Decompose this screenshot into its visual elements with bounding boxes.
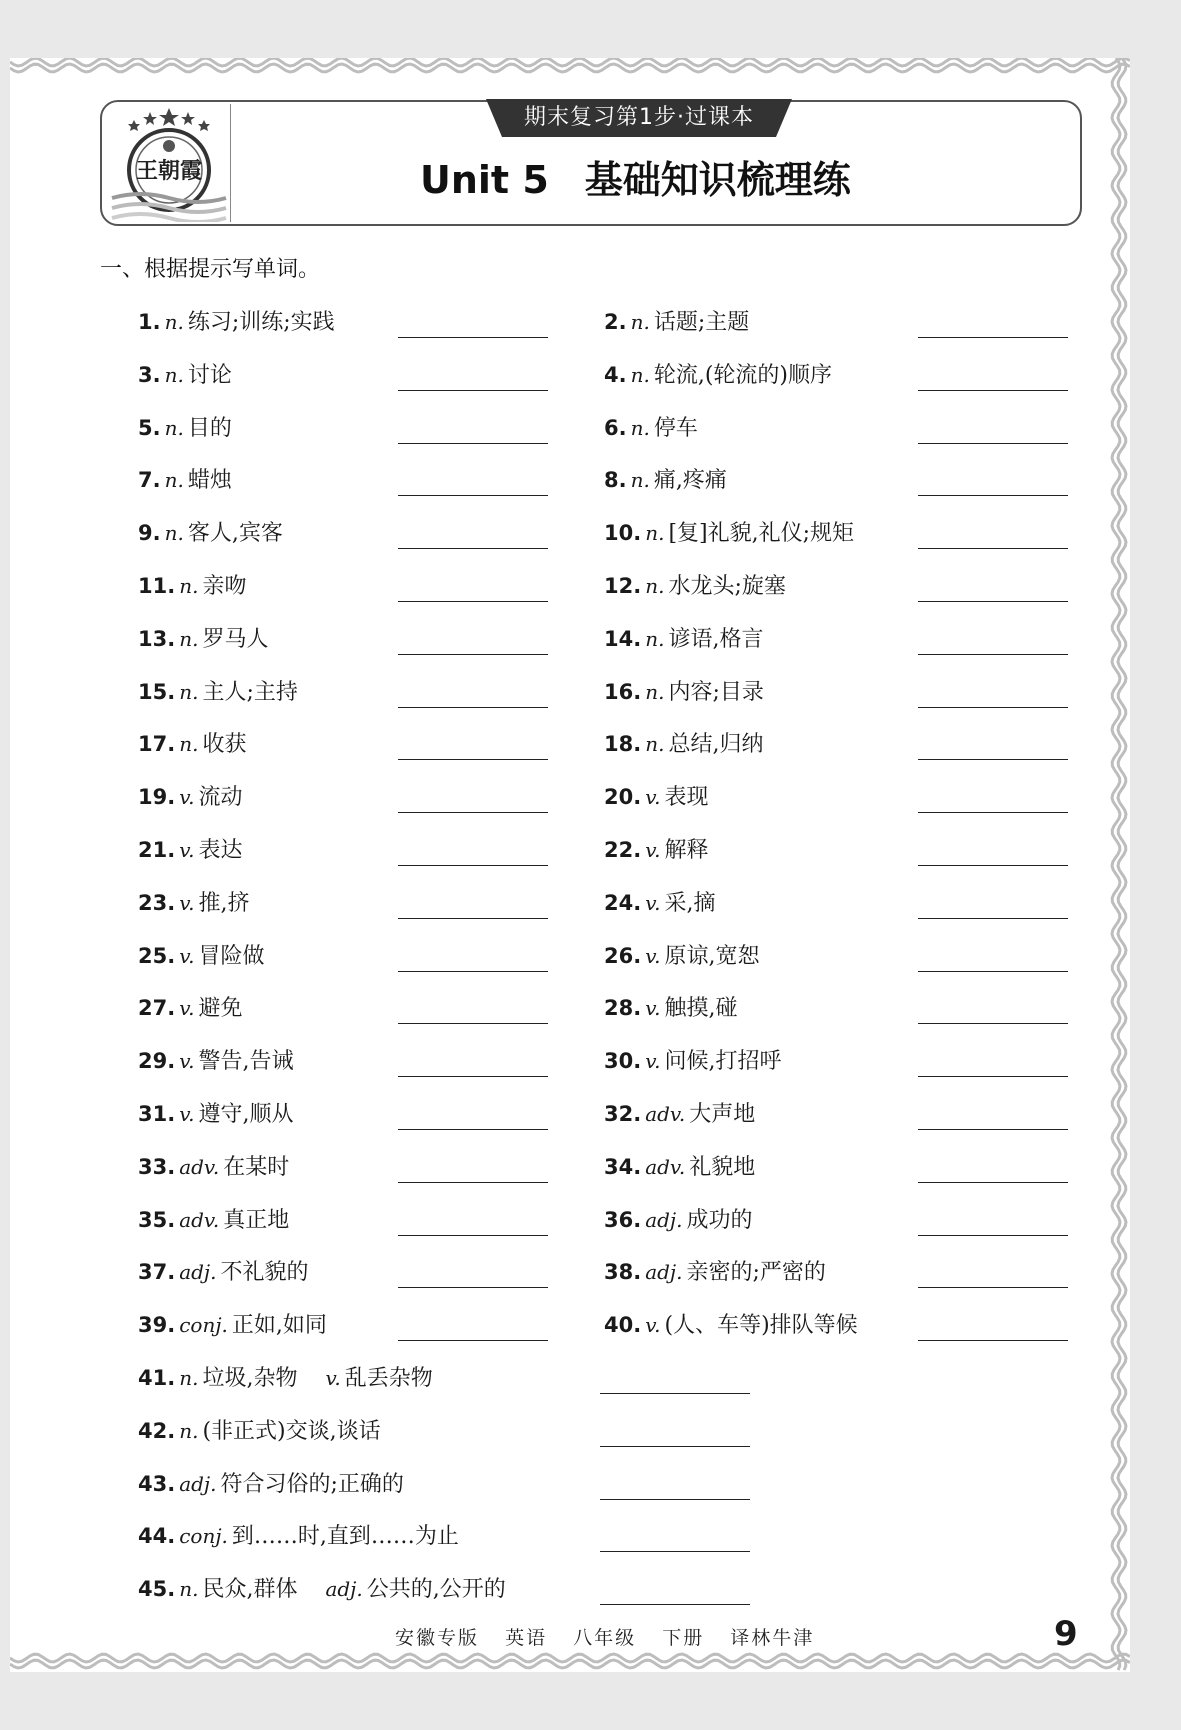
- item-meaning: 表现: [664, 785, 709, 810]
- vocab-item: [138, 305, 335, 339]
- item-number: 1.: [138, 310, 161, 334]
- part-of-speech: conj.: [179, 1524, 228, 1548]
- part-of-speech: v.: [645, 944, 661, 968]
- answer-blank[interactable]: [918, 1076, 1068, 1077]
- vocab-item: [138, 1519, 459, 1553]
- vocab-item: [138, 780, 243, 814]
- part-of-speech: v.: [645, 1313, 661, 1337]
- vocab-item: [604, 1255, 826, 1289]
- part-of-speech: n.: [179, 732, 199, 756]
- part-of-speech: n.: [179, 1577, 199, 1601]
- item-number: 13.: [138, 627, 176, 651]
- vocab-item: [604, 991, 738, 1025]
- item-meaning: 成功的: [686, 1208, 753, 1233]
- answer-blank[interactable]: [398, 443, 548, 444]
- vocab-item: [138, 833, 243, 867]
- part-of-speech: n.: [164, 521, 184, 545]
- part-of-speech: adv.: [179, 1208, 220, 1232]
- item-meaning: 轮流,(轮流的)顺序: [653, 363, 833, 388]
- answer-blank[interactable]: [918, 548, 1068, 549]
- item-number: 15.: [138, 680, 176, 704]
- item-number: 10.: [604, 521, 642, 545]
- answer-blank[interactable]: [398, 495, 548, 496]
- item-meaning: 亲吻: [202, 574, 247, 599]
- vocab-item: [138, 886, 250, 920]
- item-number: 30.: [604, 1049, 642, 1073]
- logo-divider: [230, 104, 231, 222]
- item-meaning: 民众,群体: [202, 1577, 298, 1602]
- vocab-item: [138, 991, 243, 1025]
- part-of-speech: n.: [630, 416, 650, 440]
- item-meaning: 目的: [187, 416, 232, 441]
- title-text: 基础知识梳理练: [584, 158, 851, 202]
- vocab-item: [138, 1097, 294, 1131]
- item-meaning: 真正地: [223, 1208, 290, 1233]
- item-meaning: 表达: [198, 838, 243, 863]
- item-meaning: 乱丢杂物: [344, 1366, 433, 1391]
- part-of-speech: v.: [179, 838, 195, 862]
- vocab-item: [138, 569, 246, 603]
- part-of-speech: n.: [645, 574, 665, 598]
- item-number: 44.: [138, 1524, 176, 1548]
- part-of-speech: n.: [645, 732, 665, 756]
- item-number: 25.: [138, 944, 176, 968]
- item-number: 20.: [604, 785, 642, 809]
- item-number: 27.: [138, 996, 176, 1020]
- item-meaning: (非正式)交谈,谈话: [202, 1419, 381, 1444]
- answer-blank[interactable]: [398, 812, 548, 813]
- footer-volume: 下册: [662, 1627, 705, 1649]
- part-of-speech: v.: [645, 838, 661, 862]
- vocab-item: [604, 1203, 753, 1237]
- vocab-item: [138, 1044, 294, 1078]
- part-of-speech: n.: [164, 416, 184, 440]
- part-of-speech: n.: [179, 627, 199, 651]
- item-number: 5.: [138, 416, 161, 440]
- item-meaning: 公共的,公开的: [366, 1577, 506, 1602]
- answer-blank[interactable]: [600, 1551, 750, 1552]
- answer-blank[interactable]: [398, 390, 548, 391]
- vocab-item: [138, 463, 232, 497]
- item-meaning: 问候,打招呼: [664, 1049, 782, 1074]
- item-number: 9.: [138, 521, 161, 545]
- page-number: 9: [1054, 1614, 1078, 1654]
- answer-blank[interactable]: [398, 1340, 548, 1341]
- answer-blank[interactable]: [918, 971, 1068, 972]
- item-meaning: 符合习俗的;正确的: [220, 1472, 404, 1497]
- page-title: [420, 150, 851, 210]
- vocab-item: [604, 1308, 858, 1342]
- part-of-speech: n.: [630, 468, 650, 492]
- answer-blank[interactable]: [600, 1499, 750, 1500]
- item-meaning: 推,挤: [198, 891, 250, 916]
- answer-blank[interactable]: [398, 1076, 548, 1077]
- part-of-speech: v.: [179, 785, 195, 809]
- answer-blank[interactable]: [918, 918, 1068, 919]
- item-meaning: 正如,如同: [231, 1313, 327, 1338]
- answer-blank[interactable]: [398, 1182, 548, 1183]
- part-of-speech: n.: [179, 1419, 199, 1443]
- item-number: 35.: [138, 1208, 176, 1232]
- vocab-item: [604, 516, 854, 550]
- part-of-speech: adv.: [645, 1102, 686, 1126]
- vocab-item: [138, 1572, 506, 1606]
- item-meaning: 主人;主持: [202, 680, 298, 705]
- item-meaning: 不礼貌的: [220, 1260, 309, 1285]
- item-meaning: 练习;训练;实践: [187, 310, 335, 335]
- part-of-speech: adj.: [325, 1577, 363, 1601]
- vocab-item: [604, 1097, 755, 1131]
- part-of-speech: v.: [179, 1102, 195, 1126]
- item-meaning: 客人,宾客: [187, 521, 283, 546]
- answer-blank[interactable]: [600, 1604, 750, 1605]
- item-number: 39.: [138, 1313, 176, 1337]
- part-of-speech: adv.: [179, 1155, 220, 1179]
- footer-publisher: 译林牛津: [730, 1627, 815, 1649]
- vocab-item: [604, 886, 716, 920]
- unit-label: Unit 5: [420, 158, 549, 202]
- item-meaning: 原谅,宽恕: [664, 944, 760, 969]
- answer-blank[interactable]: [918, 812, 1068, 813]
- item-number: 32.: [604, 1102, 642, 1126]
- item-number: 34.: [604, 1155, 642, 1179]
- answer-blank[interactable]: [398, 1287, 548, 1288]
- item-number: 17.: [138, 732, 176, 756]
- item-meaning: 在某时: [223, 1155, 290, 1180]
- answer-blank[interactable]: [918, 390, 1068, 391]
- vocab-item: [138, 1361, 433, 1395]
- item-meaning: 触摸,碰: [664, 996, 738, 1021]
- part-of-speech: n.: [645, 627, 665, 651]
- part-of-speech: n.: [630, 310, 650, 334]
- part-of-speech: adj.: [645, 1260, 683, 1284]
- item-number: 22.: [604, 838, 642, 862]
- item-meaning: 谚语,格言: [668, 627, 764, 652]
- vocab-item: [138, 516, 283, 550]
- part-of-speech: adj.: [179, 1472, 217, 1496]
- part-of-speech: n.: [179, 680, 199, 704]
- part-of-speech: n.: [645, 680, 665, 704]
- part-of-speech: n.: [164, 363, 184, 387]
- item-number: 43.: [138, 1472, 176, 1496]
- item-meaning: 采,摘: [664, 891, 716, 916]
- answer-blank[interactable]: [918, 1023, 1068, 1024]
- item-meaning: 内容;目录: [668, 680, 764, 705]
- vocab-item: [138, 675, 298, 709]
- item-meaning: 解释: [664, 838, 709, 863]
- answer-blank[interactable]: [918, 443, 1068, 444]
- item-number: 12.: [604, 574, 642, 598]
- part-of-speech: v.: [645, 891, 661, 915]
- answer-blank[interactable]: [918, 865, 1068, 866]
- item-number: 8.: [604, 468, 627, 492]
- vocab-item: [604, 833, 709, 867]
- item-meaning: 蜡烛: [187, 468, 232, 493]
- vocab-item: [604, 411, 698, 445]
- item-number: 3.: [138, 363, 161, 387]
- answer-blank[interactable]: [398, 1129, 548, 1130]
- vocab-item: [138, 622, 268, 656]
- vocab-item: [138, 1414, 381, 1448]
- part-of-speech: adj.: [179, 1260, 217, 1284]
- item-number: 14.: [604, 627, 642, 651]
- item-meaning: 礼貌地: [689, 1155, 756, 1180]
- answer-blank[interactable]: [918, 337, 1068, 338]
- vocab-item: [604, 780, 709, 814]
- answer-blank[interactable]: [398, 1235, 548, 1236]
- item-number: 7.: [138, 468, 161, 492]
- item-meaning: 到……时,直到……为止: [231, 1524, 459, 1549]
- vocab-item: [604, 305, 749, 339]
- answer-blank[interactable]: [398, 918, 548, 919]
- item-meaning: 水龙头;旋塞: [668, 574, 786, 599]
- item-number: 37.: [138, 1260, 176, 1284]
- part-of-speech: v.: [179, 1049, 195, 1073]
- part-of-speech: n.: [164, 468, 184, 492]
- vocab-item: [138, 939, 265, 973]
- footer-subject: 英语: [505, 1627, 548, 1649]
- answer-blank[interactable]: [918, 1129, 1068, 1130]
- part-of-speech: v.: [179, 891, 195, 915]
- part-of-speech: n.: [164, 310, 184, 334]
- answer-blank[interactable]: [600, 1446, 750, 1447]
- part-of-speech: v.: [325, 1366, 341, 1390]
- part-of-speech: n.: [179, 574, 199, 598]
- answer-blank[interactable]: [600, 1393, 750, 1394]
- vocab-item: [138, 1203, 289, 1237]
- answer-blank[interactable]: [918, 601, 1068, 602]
- item-number: 18.: [604, 732, 642, 756]
- vocab-item: [138, 358, 232, 392]
- item-number: 42.: [138, 1419, 176, 1443]
- item-meaning: 痛,疼痛: [653, 468, 727, 493]
- item-number: 16.: [604, 680, 642, 704]
- footer-grade: 八年级: [573, 1627, 637, 1649]
- vocab-item: [604, 463, 727, 497]
- part-of-speech: v.: [179, 944, 195, 968]
- item-meaning: 亲密的;严密的: [686, 1260, 826, 1285]
- vocab-item: [138, 727, 246, 761]
- item-meaning: (人、车等)排队等候: [664, 1313, 858, 1338]
- item-meaning: 冒险做: [198, 944, 265, 969]
- answer-blank[interactable]: [918, 1235, 1068, 1236]
- item-number: 2.: [604, 310, 627, 334]
- answer-blank[interactable]: [918, 759, 1068, 760]
- item-meaning: 罗马人: [202, 627, 269, 652]
- footer-edition: 安徽专版: [395, 1627, 480, 1649]
- item-number: 6.: [604, 416, 627, 440]
- item-number: 4.: [604, 363, 627, 387]
- answer-blank[interactable]: [918, 1182, 1068, 1183]
- part-of-speech: v.: [645, 785, 661, 809]
- item-meaning: 大声地: [689, 1102, 756, 1127]
- item-meaning: 收获: [202, 732, 247, 757]
- item-number: 26.: [604, 944, 642, 968]
- item-meaning: 话题;主题: [653, 310, 750, 335]
- item-number: 33.: [138, 1155, 176, 1179]
- answer-blank[interactable]: [918, 654, 1068, 655]
- item-meaning: 警告,告诫: [198, 1049, 294, 1074]
- item-meaning: 流动: [198, 785, 243, 810]
- vocab-item: [138, 1150, 289, 1184]
- vocab-item: [604, 1150, 755, 1184]
- item-number: 21.: [138, 838, 176, 862]
- part-of-speech: n.: [645, 521, 665, 545]
- answer-blank[interactable]: [918, 1340, 1068, 1341]
- answer-blank[interactable]: [918, 707, 1068, 708]
- item-number: 45.: [138, 1577, 176, 1601]
- part-of-speech: n.: [630, 363, 650, 387]
- answer-blank[interactable]: [398, 865, 548, 866]
- vocab-item: [604, 622, 763, 656]
- vocab-item: [604, 569, 786, 603]
- vocab-item: [604, 358, 832, 392]
- vocab-item: [138, 411, 232, 445]
- part-of-speech: v.: [179, 996, 195, 1020]
- vocab-item: [138, 1308, 327, 1342]
- item-number: 23.: [138, 891, 176, 915]
- part-of-speech: conj.: [179, 1313, 228, 1337]
- answer-blank[interactable]: [918, 1287, 1068, 1288]
- item-meaning: 垃圾,杂物: [202, 1366, 298, 1391]
- answer-blank[interactable]: [398, 654, 548, 655]
- item-meaning: 总结,归纳: [668, 732, 764, 757]
- part-of-speech: v.: [645, 996, 661, 1020]
- item-meaning: 避免: [198, 996, 243, 1021]
- vocab-item: [604, 939, 760, 973]
- item-number: 24.: [604, 891, 642, 915]
- answer-blank[interactable]: [918, 495, 1068, 496]
- item-number: 41.: [138, 1366, 176, 1390]
- item-number: 28.: [604, 996, 642, 1020]
- item-meaning: 停车: [653, 416, 698, 441]
- section-heading: 一、根据提示写单词。: [100, 257, 321, 282]
- item-meaning: 遵守,顺从: [198, 1102, 294, 1127]
- item-number: 29.: [138, 1049, 176, 1073]
- part-of-speech: adj.: [645, 1208, 683, 1232]
- item-number: 38.: [604, 1260, 642, 1284]
- answer-blank[interactable]: [398, 601, 548, 602]
- item-number: 31.: [138, 1102, 176, 1126]
- answer-blank[interactable]: [398, 707, 548, 708]
- brand-logo-icon: [110, 106, 228, 222]
- vocab-item: [604, 1044, 782, 1078]
- vocab-item: [138, 1467, 404, 1501]
- vocab-item: [604, 675, 764, 709]
- part-of-speech: n.: [179, 1366, 199, 1390]
- answer-blank[interactable]: [398, 971, 548, 972]
- item-number: 40.: [604, 1313, 642, 1337]
- item-number: 36.: [604, 1208, 642, 1232]
- part-of-speech: v.: [645, 1049, 661, 1073]
- footer-info: [395, 1623, 832, 1653]
- vocab-item: [138, 1255, 309, 1289]
- answer-blank[interactable]: [398, 337, 548, 338]
- answer-blank[interactable]: [398, 759, 548, 760]
- item-number: 11.: [138, 574, 176, 598]
- item-meaning: 讨论: [187, 363, 232, 388]
- svg-text:王朝霞: 王朝霞: [135, 158, 203, 184]
- vocab-item: [604, 727, 763, 761]
- answer-blank[interactable]: [398, 1023, 548, 1024]
- header-tab-label: 期末复习第1步·过课本: [524, 105, 754, 130]
- answer-blank[interactable]: [398, 548, 548, 549]
- item-number: 19.: [138, 785, 176, 809]
- item-meaning: [复]礼貌,礼仪;规矩: [668, 521, 855, 546]
- part-of-speech: adv.: [645, 1155, 686, 1179]
